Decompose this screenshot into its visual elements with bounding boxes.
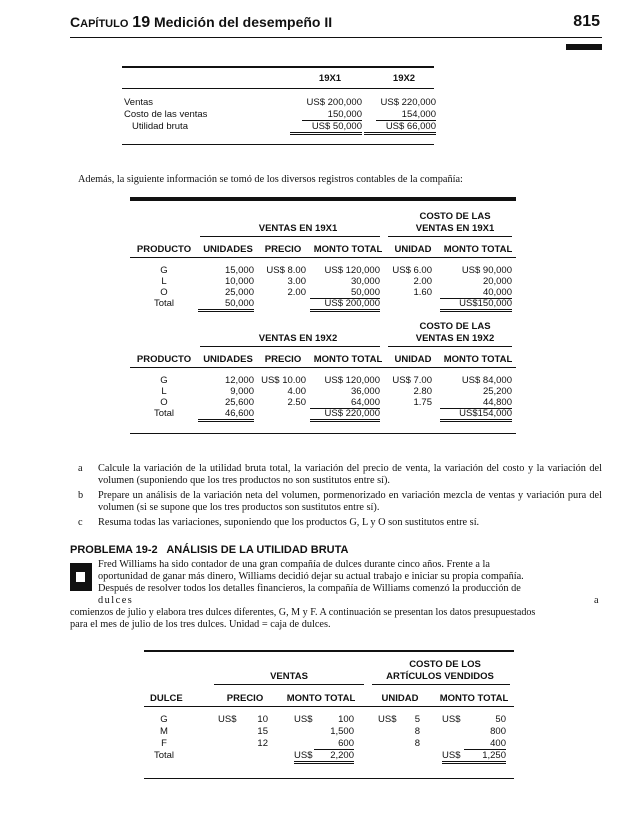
table-cell: 12,000 [224,375,254,386]
table-cell: 30,000 [350,276,380,287]
table-top-rule [144,650,514,652]
table-cell: US$150,000 [440,298,512,312]
question-letter: c [78,517,83,528]
question-text: Prepare un análisis de la variación neta del volumen, pormenorizado en variación mezcla de ventas y variación pura del volumen (si se supone que los tres productos son sustitutos entre sí). [98,490,602,513]
table-cell: 2.00 [413,276,432,287]
chapter-header [70,14,332,32]
question-letter: a [78,463,83,474]
table-cell: 50,000 [310,287,380,299]
cost-header: COSTO DE LAS [419,211,491,222]
col-precio: PRECIO [264,354,302,365]
income-col-19x1: 19X1 [318,73,342,84]
cost-header: VENTAS EN 19X2 [415,333,495,344]
table-cell: 40,000 [440,287,512,299]
chapter-number: 19 [132,14,151,31]
col-unidad: UNIDAD [394,244,432,255]
table-cell: 12 [257,738,268,749]
question-letter: b [78,490,84,501]
group-rule [372,684,510,685]
group-rule [388,346,512,347]
chapter-word-caps: APÍTULO [80,18,129,30]
table-cell: US$ 220,000 [310,408,380,422]
table-cell: 9,000 [230,386,254,397]
table-cell: 4.00 [287,386,306,397]
col-precio: PRECIO [226,693,264,704]
table-cell: US$ 7.00 [392,375,432,386]
income-value: US$ 66,000 [364,121,436,135]
table-cell: US$ 84,000 [461,375,512,386]
table-cell: 46,600 [198,408,254,422]
question-text: Calcule la variación de la utilidad bruta total, la variación del precio de venta, la variación del costo y la variación del volumen (suponiendo que los tres productos no son sustitutos entre sí). [98,463,602,486]
col-rule [130,257,516,258]
income-value: US$ 200,000 [306,97,362,108]
sales-header: VENTAS [270,671,308,682]
problem-line: a [594,595,599,606]
table-cell: US$ 90,000 [461,265,512,276]
income-value: US$ 220,000 [380,97,436,108]
problem-line: comienzos de julio y elabora tres dulces diferentes, G, M y F. A continuación se presentan los datos presupuestados [70,607,536,618]
income-col-19x2: 19X2 [392,73,416,84]
table-cell: O [160,287,168,298]
table-cell: M [160,726,168,737]
table-cell: 1,250 [464,750,506,764]
table-cell: US$ [218,714,237,725]
table-cell: 1.75 [413,397,432,408]
col-producto: PRODUCTO [136,354,192,365]
table-cell: Total [153,750,175,761]
table-cell: 100 [338,714,354,725]
table-cell: G [160,265,168,276]
table-cell: US$ 120,000 [324,375,380,386]
group-rule [388,236,512,237]
table-cell: 2,200 [314,750,354,764]
table-cell: 2.80 [413,386,432,397]
table-cell: 10 [257,714,268,725]
col-precio: PRECIO [264,244,302,255]
income-value: 150,000 [302,109,362,121]
cost-header: COSTO DE LAS [419,321,491,332]
table-cell: 600 [314,738,354,750]
page-number: 815 [573,13,600,30]
group-rule [200,346,380,347]
table-cell: 1,500 [330,726,354,737]
question-text: Resuma todas las variaciones, suponiendo que los productos G, L y O son sustitutos entre sí. [98,517,480,528]
table-cell: 8 [414,738,420,749]
table-cell: 800 [490,726,506,737]
chapter-word: C [70,14,81,30]
table-cell: 8 [414,726,420,737]
budget-table [144,650,514,782]
table-cell: 2.50 [287,397,306,408]
table-cell: 20,000 [482,276,512,287]
table-cell: 25,200 [482,386,512,397]
col-monto-total: MONTO TOTAL [443,354,513,365]
income-label-costo: Costo de las ventas [124,109,208,120]
thumb-tab [566,44,602,50]
col-unidad: UNIDAD [381,693,419,704]
table-cell: 15,000 [224,265,254,276]
col-unidades: UNIDADES [203,244,253,255]
problem-line: Fred Williams ha sido contador de una gran compañía de dulces durante cinco años. Frente a la [98,559,490,570]
col-monto-total: MONTO TOTAL [443,244,513,255]
income-label-ventas: Ventas [124,97,154,108]
table-cell: F [161,738,167,749]
table-cell: US$ [442,750,466,764]
table-cell: 3.00 [287,276,306,287]
intro-paragraph: Además, la siguiente información se tomó de los diversos registros contables de la compañía: [78,174,463,185]
table-cell: 5 [414,714,420,725]
table-cell: US$ 10.00 [261,375,306,386]
table-cell: L [161,386,167,397]
problem-title: PROBLEMA 19-2 ANÁLISIS DE LA UTILIDAD BRUTA [70,544,349,556]
header-rule [70,37,602,38]
col-rule [144,706,514,707]
col-dulce: DULCE [150,693,183,704]
chapter-title: Medición del desempeño II [153,14,333,30]
table-cell: Total [153,298,175,309]
col-producto: PRODUCTO [136,244,192,255]
table-cell: 25,600 [224,397,254,408]
table-cell: US$ [294,714,313,725]
table-cell: 1.60 [413,287,432,298]
table-cell: US$ 6.00 [392,265,432,276]
table-cell: US$ 120,000 [324,265,380,276]
table-cell: 2.00 [287,287,306,298]
col-unidad: UNIDAD [394,354,432,365]
col-monto-total: MONTO TOTAL [313,244,383,255]
table-bottom-rule [144,778,514,779]
group-rule [200,236,380,237]
income-value: 154,000 [376,109,436,121]
cost-header: ARTÍCULOS VENDIDOS [386,671,494,682]
problem-line: para el mes de julio de los tres dulces. Unidad = caja de dulces. [70,619,331,630]
table-cell: 15 [257,726,268,737]
table-cell: 50 [495,714,506,725]
table-cell: G [160,375,168,386]
col-monto-total: MONTO TOTAL [313,354,383,365]
table-cell: US$ [442,714,461,725]
table-cell: Total [153,408,175,419]
table-cell: 44,800 [440,397,512,409]
table-cell: O [160,397,168,408]
sales-cost-table [130,197,516,435]
income-label-utilidad: Utilidad bruta [132,121,188,132]
col-monto-total: MONTO TOTAL [439,693,509,704]
table-cell: US$154,000 [440,408,512,422]
table-bottom-rule [130,433,516,434]
table-cell: 64,000 [310,397,380,409]
sales-header: VENTAS EN 19X2 [258,333,338,344]
col-monto-total: MONTO TOTAL [286,693,356,704]
table-cell: US$ 8.00 [266,265,306,276]
problem-line: dulces [98,595,134,606]
table-cell: 50,000 [198,298,254,312]
income-value: US$ 50,000 [290,121,362,135]
table-cell: US$ 200,000 [310,298,380,312]
table-cell: G [160,714,168,725]
table-cell: US$ [294,750,318,764]
table-cell: US$ [378,714,397,725]
cost-header: VENTAS EN 19X1 [415,223,495,234]
table-cell: L [161,276,167,287]
problem-line: oportunidad de ganar más dinero, Williams decidió dejar su actual trabajo e iniciar su propia compañía. [98,571,524,582]
cost-header: COSTO DE LOS [409,659,481,670]
table-cell: 36,000 [350,386,380,397]
problem-line: Después de resolver todos los detalles financieros, la compañía de Williams comenzó la producción de [98,583,521,594]
sales-header: VENTAS EN 19X1 [258,223,338,234]
table-top-rule [130,197,516,201]
income-head-rule [122,88,434,89]
group-rule [214,684,364,685]
table-cell: 25,000 [224,287,254,298]
income-top-rule [122,66,434,68]
table-cell: 10,000 [224,276,254,287]
floppy-disk-icon [70,563,92,591]
income-bottom-rule [122,144,434,145]
col-unidades: UNIDADES [203,354,253,365]
table-cell: 400 [464,738,506,750]
col-rule [130,367,516,368]
